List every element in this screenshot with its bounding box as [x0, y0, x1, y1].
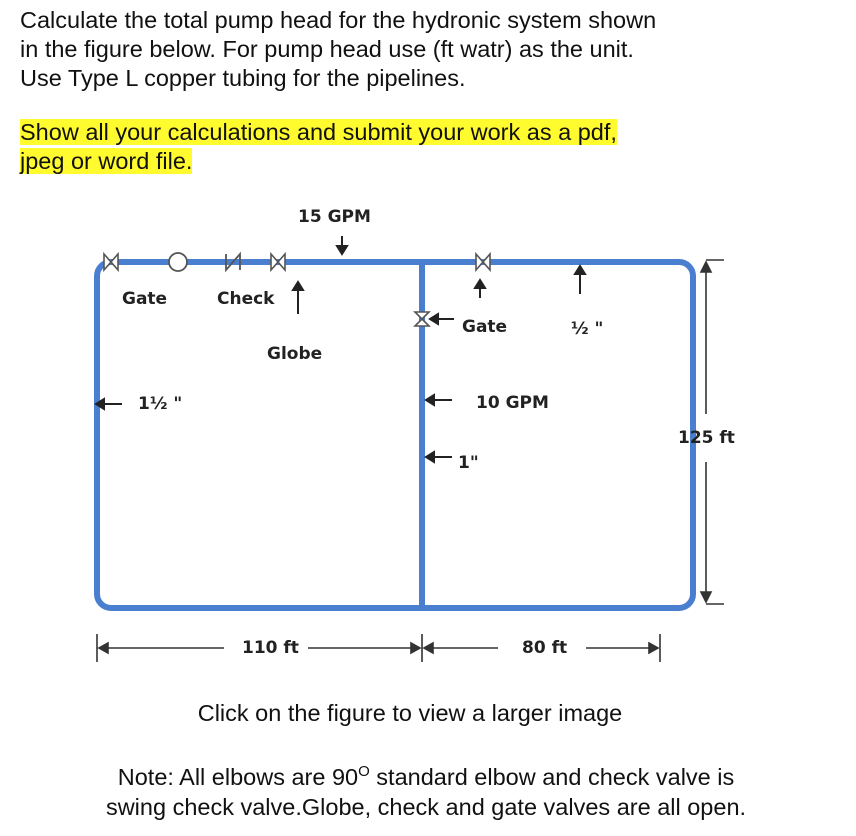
- flow-arrow-top-icon: [337, 236, 347, 254]
- one-half-inch-label: 1½ ": [138, 394, 183, 414]
- highlight-line-1: Show all your calculations and submit your work as a pdf,: [20, 119, 617, 145]
- outer-loop-pipe: [97, 262, 693, 608]
- gate-arrow-up-icon: [475, 280, 485, 298]
- figure-caption: Click on the figure to view a larger image: [197, 700, 623, 726]
- gate-left-label: Gate: [122, 289, 168, 309]
- question-text: [20, 6, 840, 93]
- check-arrow-icon: [293, 282, 303, 314]
- width-left-label: 110 ft: [242, 638, 299, 658]
- one-half-arrow-icon: [96, 399, 122, 409]
- highlighted-instruction: [20, 118, 840, 176]
- degree-superscript: O: [358, 763, 370, 780]
- gate-valve-top-icon: [476, 254, 490, 270]
- hydronic-diagram: [66, 192, 758, 680]
- note-part-2: standard elbow and check valve is: [369, 763, 735, 790]
- one-inch-label: 1": [458, 453, 479, 473]
- flow-top-label: 15 GPM: [298, 207, 371, 227]
- gate-branch-arrow-icon: [430, 314, 454, 324]
- one-inch-arrow-icon: [426, 452, 452, 462]
- globe-label: Globe: [267, 344, 323, 364]
- check-label: Check: [217, 289, 275, 309]
- pipe-network: [97, 262, 693, 608]
- flow-mid-arrow-icon: [426, 395, 452, 405]
- question-line-3: Use Type L copper tubing for the pipelines.: [20, 65, 466, 91]
- globe-valve-icon: [169, 253, 187, 271]
- half-inch-label: ½ ": [571, 319, 604, 339]
- highlight-line-2: jpeg or word file.: [20, 148, 193, 174]
- hydronic-system-figure[interactable]: [66, 192, 758, 680]
- half-inch-arrow-icon: [575, 266, 585, 294]
- note-text: [16, 757, 836, 822]
- flow-mid-label: 10 GPM: [476, 393, 549, 413]
- question-line-2: in the figure below. For pump head use (ft watr) as the unit.: [20, 36, 634, 62]
- gate-valve-branch-icon: [415, 312, 429, 326]
- width-dimension: [97, 634, 660, 662]
- question-line-1: Calculate the total pump head for the hydronic system shown: [20, 7, 657, 33]
- height-label: 125 ft: [678, 428, 735, 448]
- width-right-label: 80 ft: [522, 638, 568, 658]
- gate-mid-label: Gate: [462, 317, 508, 337]
- note-line-2: swing check valve.Globe, check and gate valves are all open.: [105, 793, 747, 820]
- gate-valve-2-icon: [271, 254, 285, 270]
- note-part-1: Note: All elbows are 90: [117, 763, 359, 790]
- gate-valve-left-icon: [104, 254, 118, 270]
